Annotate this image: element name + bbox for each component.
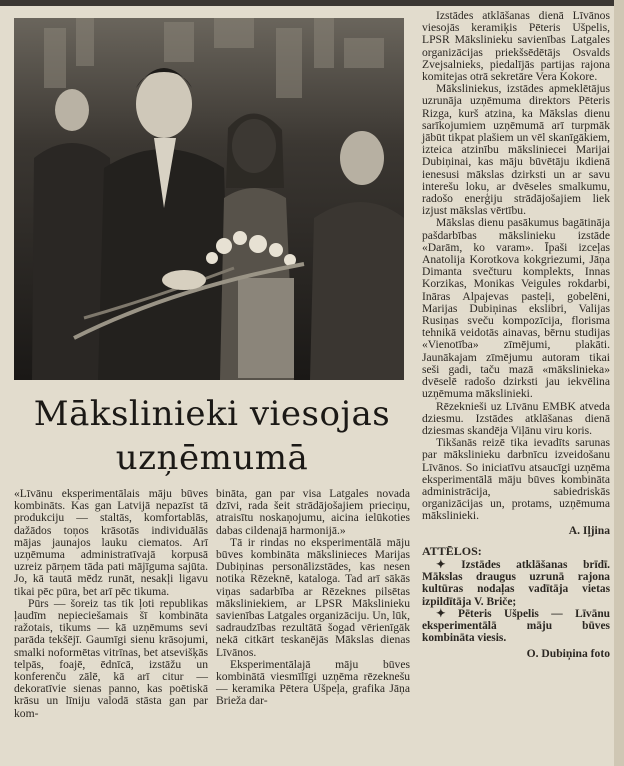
article-headline: [14, 392, 410, 480]
paragraph: Pūrs — šoreiz tas tik ļoti republikas ļaudīm nepieciešamais šī kombināta ražotais, tikums — kā uzņēmums sevi parāda tekšējī. Gaumīgi sienu krāsojumi, smalki noformētas vitrīnas, bet atsevišķās telpās, foajē, ēdnīcā, izstāžu un konferenču zālē, kā arī citur — dekoratīvie sienas panno, kas poētiskā krāsu un līniju valodā stāsta gan par kom-: [14, 596, 208, 720]
paragraph: bināta, gan par visa Latgales novada dzīvi, rada šeit strādājošajiem prieciņu, atraisītu noskaņojumu, aicina ielūkoties dabas cildenajā harmonijā.»: [216, 487, 410, 537]
paragraph: «Līvānu eksperimentālais māju būves kombināts. Kas gan Latvijā nepazīst tā produkciju — staltās, komfortablās, dažādos toņos krāsotās individuālās mājas jaunajos lauku ciematos. Arī uzņēmuma administratīvajā korpusā uzreiz pārņem tāda pati mājīguma sajūta. Jo, kā tautā mēdz runāt, nesakļi ligavu tikai pēc pūra, bet arī pēc tikuma.: [14, 487, 208, 598]
page-edge: [614, 0, 624, 766]
photos-label: ATTĒLOS:: [422, 543, 482, 558]
paragraph: Eksperimentālajā māju būves kombinātā viesmīlīgi uzņēma rēzeknešu — keramika Pētera Ušpeļa, grafika Jāņa Brieža dar-: [216, 657, 410, 708]
photo-credit: O. Dubiņina foto: [526, 647, 610, 661]
article-column-middle: [216, 488, 410, 708]
article-column-left: [14, 488, 208, 720]
photo-caption: ✦ Pēteris Ušpelis — Līvānu eksperimentālā māju būves kombināta viesis.: [422, 607, 610, 645]
photo-people-with-flowers: [14, 18, 404, 380]
article-photo: [14, 18, 404, 380]
paragraph: Izstādes atklāšanas dienā Līvānos viesojās keramiķis Pēteris Ušpelis, LPSR Mākslinieku savienības Latgales organizācijas priekšsēdētājs Osvalds Zvejsalnieks, piedalījās partijas rajona komitejas otrā sekretāre Vera Kokore.: [422, 9, 610, 84]
paragraph: Mākslas dienu pasākumus bagātināja pašdarbības mākslinieku izstāde «Darām, ko varam». Īpaši izceļas Anatolija Korotkova kokgriezumi, Jāņa Dimanta svečturu komplekts, Innas Korzikas, Monikas Veigules rokdarbi, Ināras Alpajevas pasteļi, gobelēni, Marijas Dubiņinas ekslibri, Valijas Rusiņas sveču kompozīcija, florisma tehnikā veidotās ainavas, bērnu studijas «Vienotība» zīmējumi, plakāti. Jaunākajam zīmējumu autoram tikai seši gadi, taču mazā «mākslinieka» dvēselē radošo dzirksti jau iekvēlina uzņēmuma mākslinieki.: [422, 216, 610, 401]
top-border: [0, 0, 624, 6]
paragraph: Māksliniekus, izstādes apmeklētājus uzrunāja uzņēmuma direktors Pēteris Rizga, kurš atzina, ka Mākslas dienu sarīkojumiem uzņēmumā arī turpmāk jābūt tikpat plašiem un vēl skanīgākiem, izteica atzinību māksliniecei Marijai Dubiņinai, kas māju būvētāju ikdienā ienesusi mākslas dzirksti un ar savu interešu loku, ar dvēseles smalkumu, radošo enerģiju strādājošajiem liek izjust mākslas vērtību.: [422, 82, 610, 218]
article-column-right: [422, 10, 610, 661]
photo-caption: ✦ Izstādes atklāšanas brīdī. Mākslas draugus uzrunā rajona kultūras nodaļas vadītāja vietas izpildītāja V. Briče;: [422, 558, 610, 608]
paragraph: Tikšanās reizē tika ievadīts sarunas par mākslinieku darbnīcu izveidošanu Līvānos. So iniciatīvu atsaucīgi uzņēma eksperimentālā māju būves kombināta administrācija, sabiedriskās organizācijas un, protams, uzņēmuma mākslinieki.: [422, 436, 610, 523]
headline-line-2: uzņēmumā: [115, 438, 309, 478]
author-signature: A. Iļjina: [568, 523, 610, 537]
paragraph: Rēzeknieši uz Līvānu EMBK atveda dziesmu. Izstādes atklāšanas dienā dziesmas skandēja Viļānu viru koris.: [422, 399, 610, 437]
headline-line-1: Mākslinieki viesojas: [33, 394, 391, 434]
paragraph: Tā ir rindas no eksperimentālā māju būves kombināta mākslinieces Marijas Dubiņinas personālizstādes, kas nesen notika Rēzeknē, kataloga. Tad arī sākās viņas sadarbība ar Rēzeknes pilsētas māksliniekiem, ar LPSR Mākslinieku savienības Latgales organizāciju. Un, lūk, sadraudzības rezultātā šogad vērienīgāk nekā citkārt teskanējās Mākslas dienas Līvānos.: [216, 535, 410, 659]
